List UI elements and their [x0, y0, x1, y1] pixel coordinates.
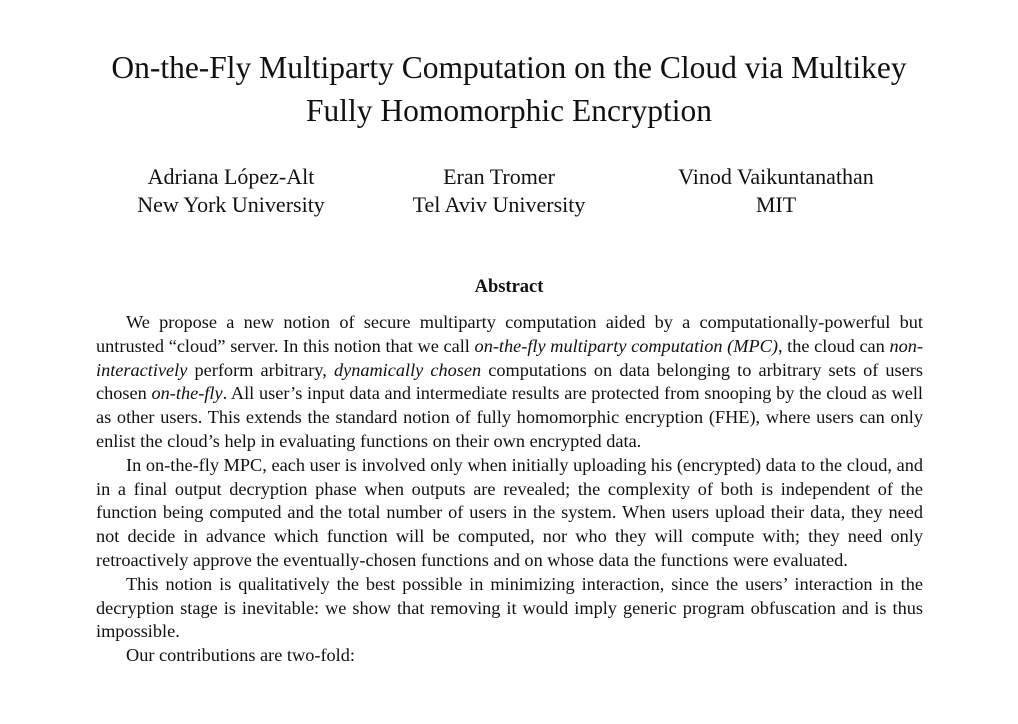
abstract-paragraph-3: This notion is qualitatively the best possible in minimizing interaction, since the users’ interaction in the decryption stage is inevitable: we show that removing it would imply generic program obfuscation and is thus impossible.: [96, 573, 923, 642]
abstract-paragraph-4: Our contributions are two-fold:: [126, 645, 355, 666]
author-affiliation: Tel Aviv University: [412, 192, 586, 217]
text-run: , the cloud can: [777, 335, 890, 356]
author-3: [678, 163, 874, 219]
title-line-1: On-the-Fly Multiparty Computation on the Cloud via Multikey: [111, 50, 907, 85]
title-line-2: Fully Homomorphic Encryption: [306, 93, 712, 128]
text-run: . All user’s input data and intermediate results are protected from snooping by the cloud as well as other users. This extends the standard notion of fully homomorphic encryption (FHE), where users can only enlist the cloud’s help in evaluating functions on their own encrypted data.: [96, 383, 923, 451]
author-block: [0, 163, 1018, 223]
italic-term: non-interactively: [96, 335, 923, 380]
author-affiliation: New York University: [137, 192, 325, 217]
abstract-paragraph-1: [96, 311, 923, 454]
italic-term: on-the-fly multiparty computation (MPC): [474, 335, 778, 356]
italic-term: on-the-fly: [151, 383, 223, 404]
italic-term: dynamically chosen: [333, 359, 482, 380]
text-run: perform arbitrary,: [187, 359, 334, 380]
author-2: [413, 163, 586, 219]
abstract-paragraph-2: In on-the-fly MPC, each user is involved only when initially uploading his (encrypted) data to the cloud, and in a final output decryption phase when outputs are revealed; the complexity of both is independent of the function being computed and the total number of users in the system. When users upload their data, they need not decide in advance which function will be computed, nor who they will compute with; they need only retroactively approve the eventually-chosen functions and on whose data the functions were evaluated.: [96, 454, 923, 570]
author-name: Adriana López-Alt: [147, 164, 315, 189]
author-name: Vinod Vaikuntanathan: [678, 164, 874, 189]
abstract-body: [96, 311, 923, 668]
abstract-heading: Abstract: [474, 277, 544, 297]
text-run: We propose a new notion of secure multiparty computation aided by a computationally-powerful but untrusted “cloud” server. In this notion that we call: [96, 312, 923, 356]
paper-title: [40, 46, 978, 132]
text-run: computations on data belonging to arbitrary sets of users chosen: [96, 359, 923, 404]
author-affiliation: MIT: [755, 192, 797, 217]
author-1: [137, 163, 325, 219]
author-name: Eran Tromer: [443, 164, 555, 189]
